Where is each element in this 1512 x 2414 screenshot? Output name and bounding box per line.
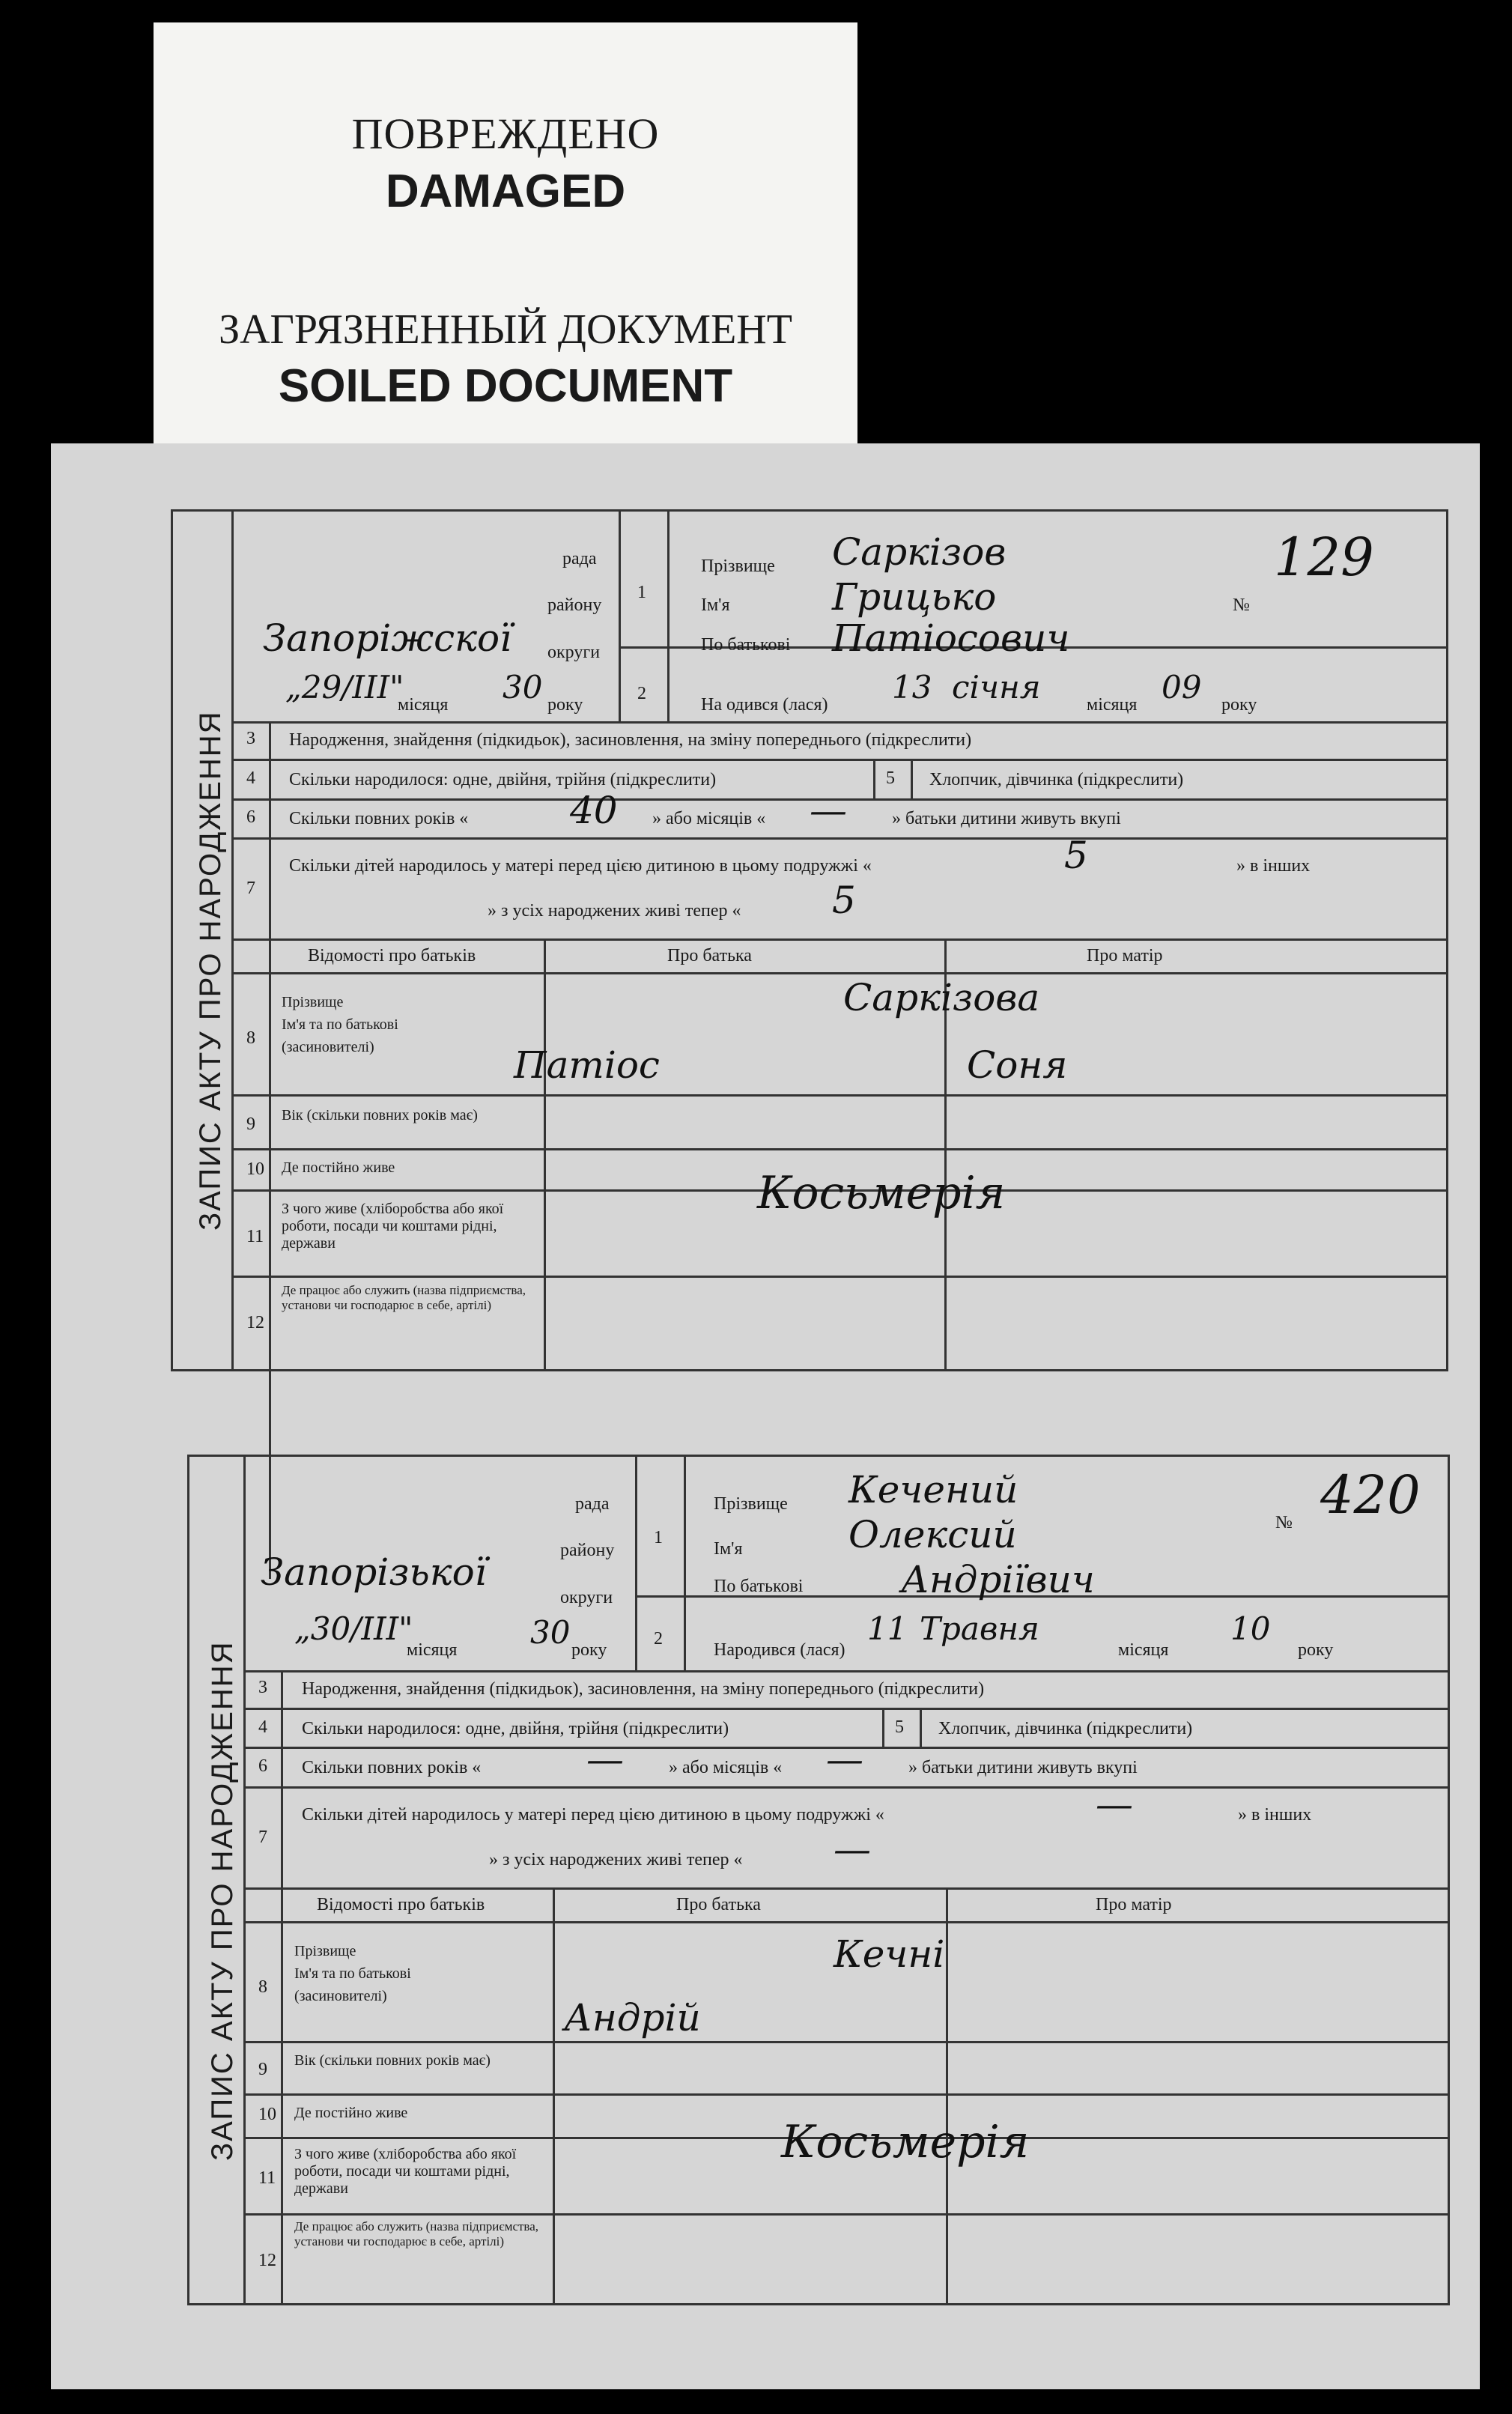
row9-age: Вік (скільки повних років має) xyxy=(294,2052,491,2069)
hw-name: Грицько xyxy=(832,575,997,619)
row8-names: Прізвище Ім'я та по батькові (засиновителі) xyxy=(282,994,398,1055)
hw-children: — xyxy=(1096,1783,1133,1826)
hw-mother-surname: Саркізова xyxy=(843,976,1040,1019)
hw-year: 30 xyxy=(503,669,543,706)
hw-surname: Кечений xyxy=(848,1468,1018,1511)
parents-info-header: Відомості про батьків xyxy=(308,946,476,965)
notice-soiled-rus: ЗАГРЯЗНЕННЫЙ ДОКУМЕНТ xyxy=(219,306,792,353)
hw-father-name: Патіос xyxy=(514,1043,660,1087)
birth-record-form-2: ЗАПИС АКТУ ПРО НАРОДЖЕННЯ 1 2 рада району округи місяця року Прізвище Ім'я По батькові Народився (лася) № Запорізької „30/ІІІ" 30 Кечений Олексий Андріївич 11 Травня місяця 10 року 420 3 4 5 6 7 Народження, знайдення (підкидьок), засиновлення, на зміну попереднього (підкреслити) Скільки народилося: одне, двійня, трійня (підкреслити) Хлопчик, дівчинка (підкреслити) Скільки повних років « — » або місяців « — » батьки дитини живуть вкупі Скільки дітей народилось у матері перед цією дитиною в цьому подружжі « — » в інших » з усіх народжених живі тепер « — Відомості про батьків Про батька Про матір 8 9 10 11 12 Прізвище Ім'я та по батькові (засиновителі) Вік (скільки повних років має) Де постійно живе З чого живе (хліборобства або якої роботи, посади чи коштами рідні, держави Де працює або служить (назва підприємства, установи чи господарює в себе, артілі) Кечні Андрій Косьмерія xyxy=(187,1455,1450,2305)
row3-birth-type: Народження, знайдення (підкидьок), засиновлення, на зміну попереднього (підкреслити) xyxy=(289,730,972,750)
mother-header: Про матір xyxy=(1087,946,1163,965)
name-label: Ім'я xyxy=(714,1539,743,1559)
row5-sex: Хлопчик, дівчинка (підкреслити) xyxy=(938,1719,1193,1738)
hw-born-day: 11 xyxy=(867,1610,908,1647)
row10-residence: Де постійно живе xyxy=(282,1159,395,1176)
hw-record-number: 420 xyxy=(1320,1464,1421,1526)
row9-age: Вік (скільки повних років має) xyxy=(282,1107,478,1123)
misyatsya-label-2: місяця xyxy=(1087,695,1138,715)
row12-workplace: Де працює або служить (назва підприємства, установи чи господарює в себе, артілі) xyxy=(294,2219,539,2248)
notice-soiled-eng: SOILED DOCUMENT xyxy=(278,360,733,412)
rada-label: рада xyxy=(562,549,597,568)
form-side-title: ЗАПИС АКТУ ПРО НАРОДЖЕННЯ xyxy=(194,710,227,1231)
hw-children: 5 xyxy=(1064,834,1088,877)
notice-damaged-eng: DAMAGED xyxy=(385,166,626,217)
roku-label: року xyxy=(571,1640,607,1660)
okruha-label: округи xyxy=(560,1588,613,1607)
notice-damaged-ukr: ПОВРЕЖДЕНО xyxy=(351,109,660,158)
surname-label: Прізвище xyxy=(701,557,775,576)
hw-months: — xyxy=(826,1738,863,1781)
row3-birth-type: Народження, знайдення (підкидьок), засиновлення, на зміну попереднього (підкреслити) xyxy=(302,1679,985,1699)
okruha-label: округи xyxy=(547,643,601,662)
father-header: Про батька xyxy=(667,946,752,965)
hw-born-year: 09 xyxy=(1162,669,1202,706)
row5-sex: Хлопчик, дівчинка (підкреслити) xyxy=(929,770,1184,789)
patronymic-label: По батькові xyxy=(701,635,791,655)
row11-occupation: З чого живе (хліборобства або якої роботи, посади чи коштами рідні, держави xyxy=(282,1201,504,1252)
hw-date: „30/ІІІ" xyxy=(294,1610,413,1647)
number-label: № xyxy=(1233,595,1250,615)
name-label: Ім'я xyxy=(701,595,730,615)
row7-children: Скільки дітей народилось у матері перед цією дитиною в цьому подружжі « xyxy=(302,1805,884,1825)
hw-months: — xyxy=(810,789,847,832)
hw-living: 5 xyxy=(832,879,856,922)
patronymic-label: По батькові xyxy=(714,1577,804,1596)
number-label: № xyxy=(1275,1513,1293,1532)
rayon-label: району xyxy=(547,595,602,615)
rada-label: рада xyxy=(575,1494,610,1514)
row10-residence: Де постійно живе xyxy=(294,2105,408,2121)
hw-years: — xyxy=(586,1738,624,1781)
row7-children: Скільки дітей народилось у матері перед цією дитиною в цьому подружжі « xyxy=(289,856,872,876)
hw-okruha: Запоріжскої xyxy=(263,616,512,660)
hw-father-surname: Кечні xyxy=(834,1932,945,1976)
roku-label: року xyxy=(547,695,583,715)
hw-father-name: Андрій xyxy=(564,1996,701,2040)
form-side-title: ЗАПИС АКТУ ПРО НАРОДЖЕННЯ xyxy=(206,1640,239,2161)
row11-occupation: З чого живе (хліборобства або якої роботи, посади чи коштами рідні, держави xyxy=(294,2146,517,2197)
hw-okruha: Запорізької xyxy=(261,1550,487,1594)
hw-year: 30 xyxy=(530,1614,571,1651)
born-label: На одився (лася) xyxy=(701,695,828,715)
father-header: Про батька xyxy=(676,1895,761,1914)
row6-years-together: Скільки повних років « xyxy=(302,1758,482,1777)
hw-born-month: січня xyxy=(952,669,1041,706)
row12-workplace: Де працює або служить (назва підприємства, установи чи господарює в себе, артілі) xyxy=(282,1283,526,1312)
mother-header: Про матір xyxy=(1096,1895,1172,1914)
roku-label-2: року xyxy=(1221,695,1257,715)
hw-residence: Косьмерія xyxy=(757,1167,1006,1219)
hw-record-number: 129 xyxy=(1274,527,1374,588)
hw-born-day: 13 xyxy=(892,669,932,706)
surname-label: Прізвище xyxy=(714,1494,788,1514)
hw-date: „29/ІІІ" xyxy=(285,669,404,706)
roku-label-2: року xyxy=(1298,1640,1334,1660)
hw-born-year: 10 xyxy=(1230,1610,1271,1647)
hw-patronymic: Андріївич xyxy=(901,1558,1095,1601)
born-label: Народився (лася) xyxy=(714,1640,845,1660)
row4-number-born: Скільки народилося: одне, двійня, трійня (підкреслити) xyxy=(289,770,717,789)
hw-mother-name: Соня xyxy=(967,1043,1068,1087)
parents-info-header: Відомості про батьків xyxy=(317,1895,485,1914)
row8-names: Прізвище Ім'я та по батькові (засиновителі) xyxy=(294,1943,411,2004)
damage-notice-label xyxy=(154,22,857,461)
hw-surname: Саркізов xyxy=(832,530,1007,574)
hw-name: Олексий xyxy=(848,1513,1017,1556)
hw-living: — xyxy=(834,1828,871,1871)
rayon-label: району xyxy=(560,1541,615,1560)
hw-patronymic: Патіосович xyxy=(832,616,1070,660)
hw-years: 40 xyxy=(570,789,618,832)
hw-born-month: Травня xyxy=(920,1610,1039,1647)
hw-residence: Косьмерія xyxy=(781,2116,1030,2168)
birth-record-form-1: ЗАПИС АКТУ ПРО НАРОДЖЕННЯ 1 2 рада району округи місяця року Прізвище Ім'я По батькові На одився (лася) № Запоріжскої „29/ІІІ" 30 Саркізов Грицько Патіосович 13 січня місяця 09 року 129 3 4 5 6 7 Народження, знайдення (підкидьок), засиновлення, на зміну попереднього (підкреслити) Скільки народилося: одне, двійня, трійня (підкреслити) Хлопчик, дівчинка (підкреслити) Скільки повних років « 40 » або місяців « — » батьки дитини живуть вкупі Скільки дітей народилось у матері перед цією дитиною в цьому подружжі « 5 » в інших » з усіх народжених живі тепер « 5 Відомості про батьків Про батька Про матір 8 9 10 11 12 Прізвище Ім'я та по батькові (засиновителі) Вік (скільки повних років має) Де постійно живе З чого живе (хліборобства або якої роботи, посади чи коштами рідні, держави Де працює або служить (назва підприємства, установи чи господарює в себе, артілі) Саркізова Патіос Соня Косьмерія xyxy=(171,509,1448,1371)
misyatsya-label: місяця xyxy=(407,1640,458,1660)
row6-years-together: Скільки повних років « xyxy=(289,809,469,828)
misyatsya-label: місяця xyxy=(398,695,449,715)
misyatsya-label-2: місяця xyxy=(1118,1640,1169,1660)
row4-number-born: Скільки народилося: одне, двійня, трійня (підкреслити) xyxy=(302,1719,729,1738)
